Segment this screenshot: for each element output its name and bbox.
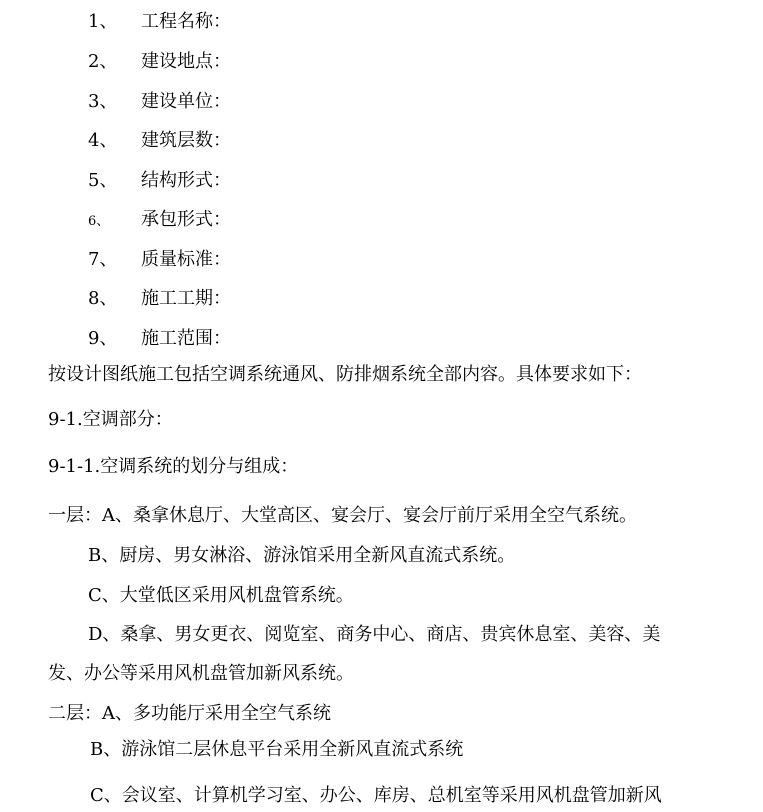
floor1-item-d-line1: D、桑拿、男女更衣、阅览室、商务中心、商店、贵宾休息室、美容、美 bbox=[88, 624, 661, 645]
section-heading: 9-1.空调部分： bbox=[48, 409, 173, 430]
floor1-item-c: C、大堂低区采用风机盘管系统。 bbox=[88, 585, 354, 606]
item-label-owner: 建设单位： bbox=[141, 91, 231, 112]
item-label-project-name: 工程名称： bbox=[141, 11, 231, 32]
floor2-item-b: B、游泳馆二层休息平台采用全新风直流式系统 bbox=[90, 739, 464, 760]
item-label-contract-form: 承包形式： bbox=[141, 209, 231, 230]
floor2-item-a: 二层：A、多功能厅采用全空气系统 bbox=[48, 703, 331, 724]
item-number: 7、 bbox=[88, 249, 118, 270]
item-number: 1、 bbox=[88, 11, 118, 32]
item-number: 8、 bbox=[88, 288, 118, 309]
item-label-location: 建设地点： bbox=[141, 51, 231, 72]
floor1-item-d-line2: 发、办公等采用风机盘管加新风系统。 bbox=[48, 663, 354, 684]
item-label-quality: 质量标准： bbox=[141, 249, 231, 270]
scope-paragraph: 按设计图纸施工包括空调系统通风、防排烟系统全部内容。具体要求如下： bbox=[48, 364, 642, 385]
item-number: 4、 bbox=[88, 130, 118, 151]
floor1-item-b: B、厨房、男女淋浴、游泳馆采用全新风直流式系统。 bbox=[88, 545, 516, 566]
item-label-structure: 结构形式： bbox=[141, 170, 231, 191]
item-number: 3、 bbox=[88, 91, 118, 112]
item-number: 9、 bbox=[88, 328, 118, 349]
floor2-item-c: C、会议室、计算机学习室、办公、库房、总机室等采用风机盘管加新风 bbox=[90, 785, 662, 806]
item-label-floors: 建筑层数： bbox=[141, 130, 231, 151]
item-number: 5、 bbox=[88, 170, 118, 191]
item-label-period: 施工工期： bbox=[141, 288, 231, 309]
floor1-item-a: 一层：A、桑拿休息厅、大堂高区、宴会厅、宴会厅前厅采用全空气系统。 bbox=[48, 505, 637, 526]
item-number: 2、 bbox=[88, 51, 118, 72]
item-label-scope: 施工范围： bbox=[141, 328, 231, 349]
subsection-heading: 9-1-1.空调系统的划分与组成： bbox=[48, 456, 299, 477]
item-number: 6、 bbox=[88, 214, 110, 229]
